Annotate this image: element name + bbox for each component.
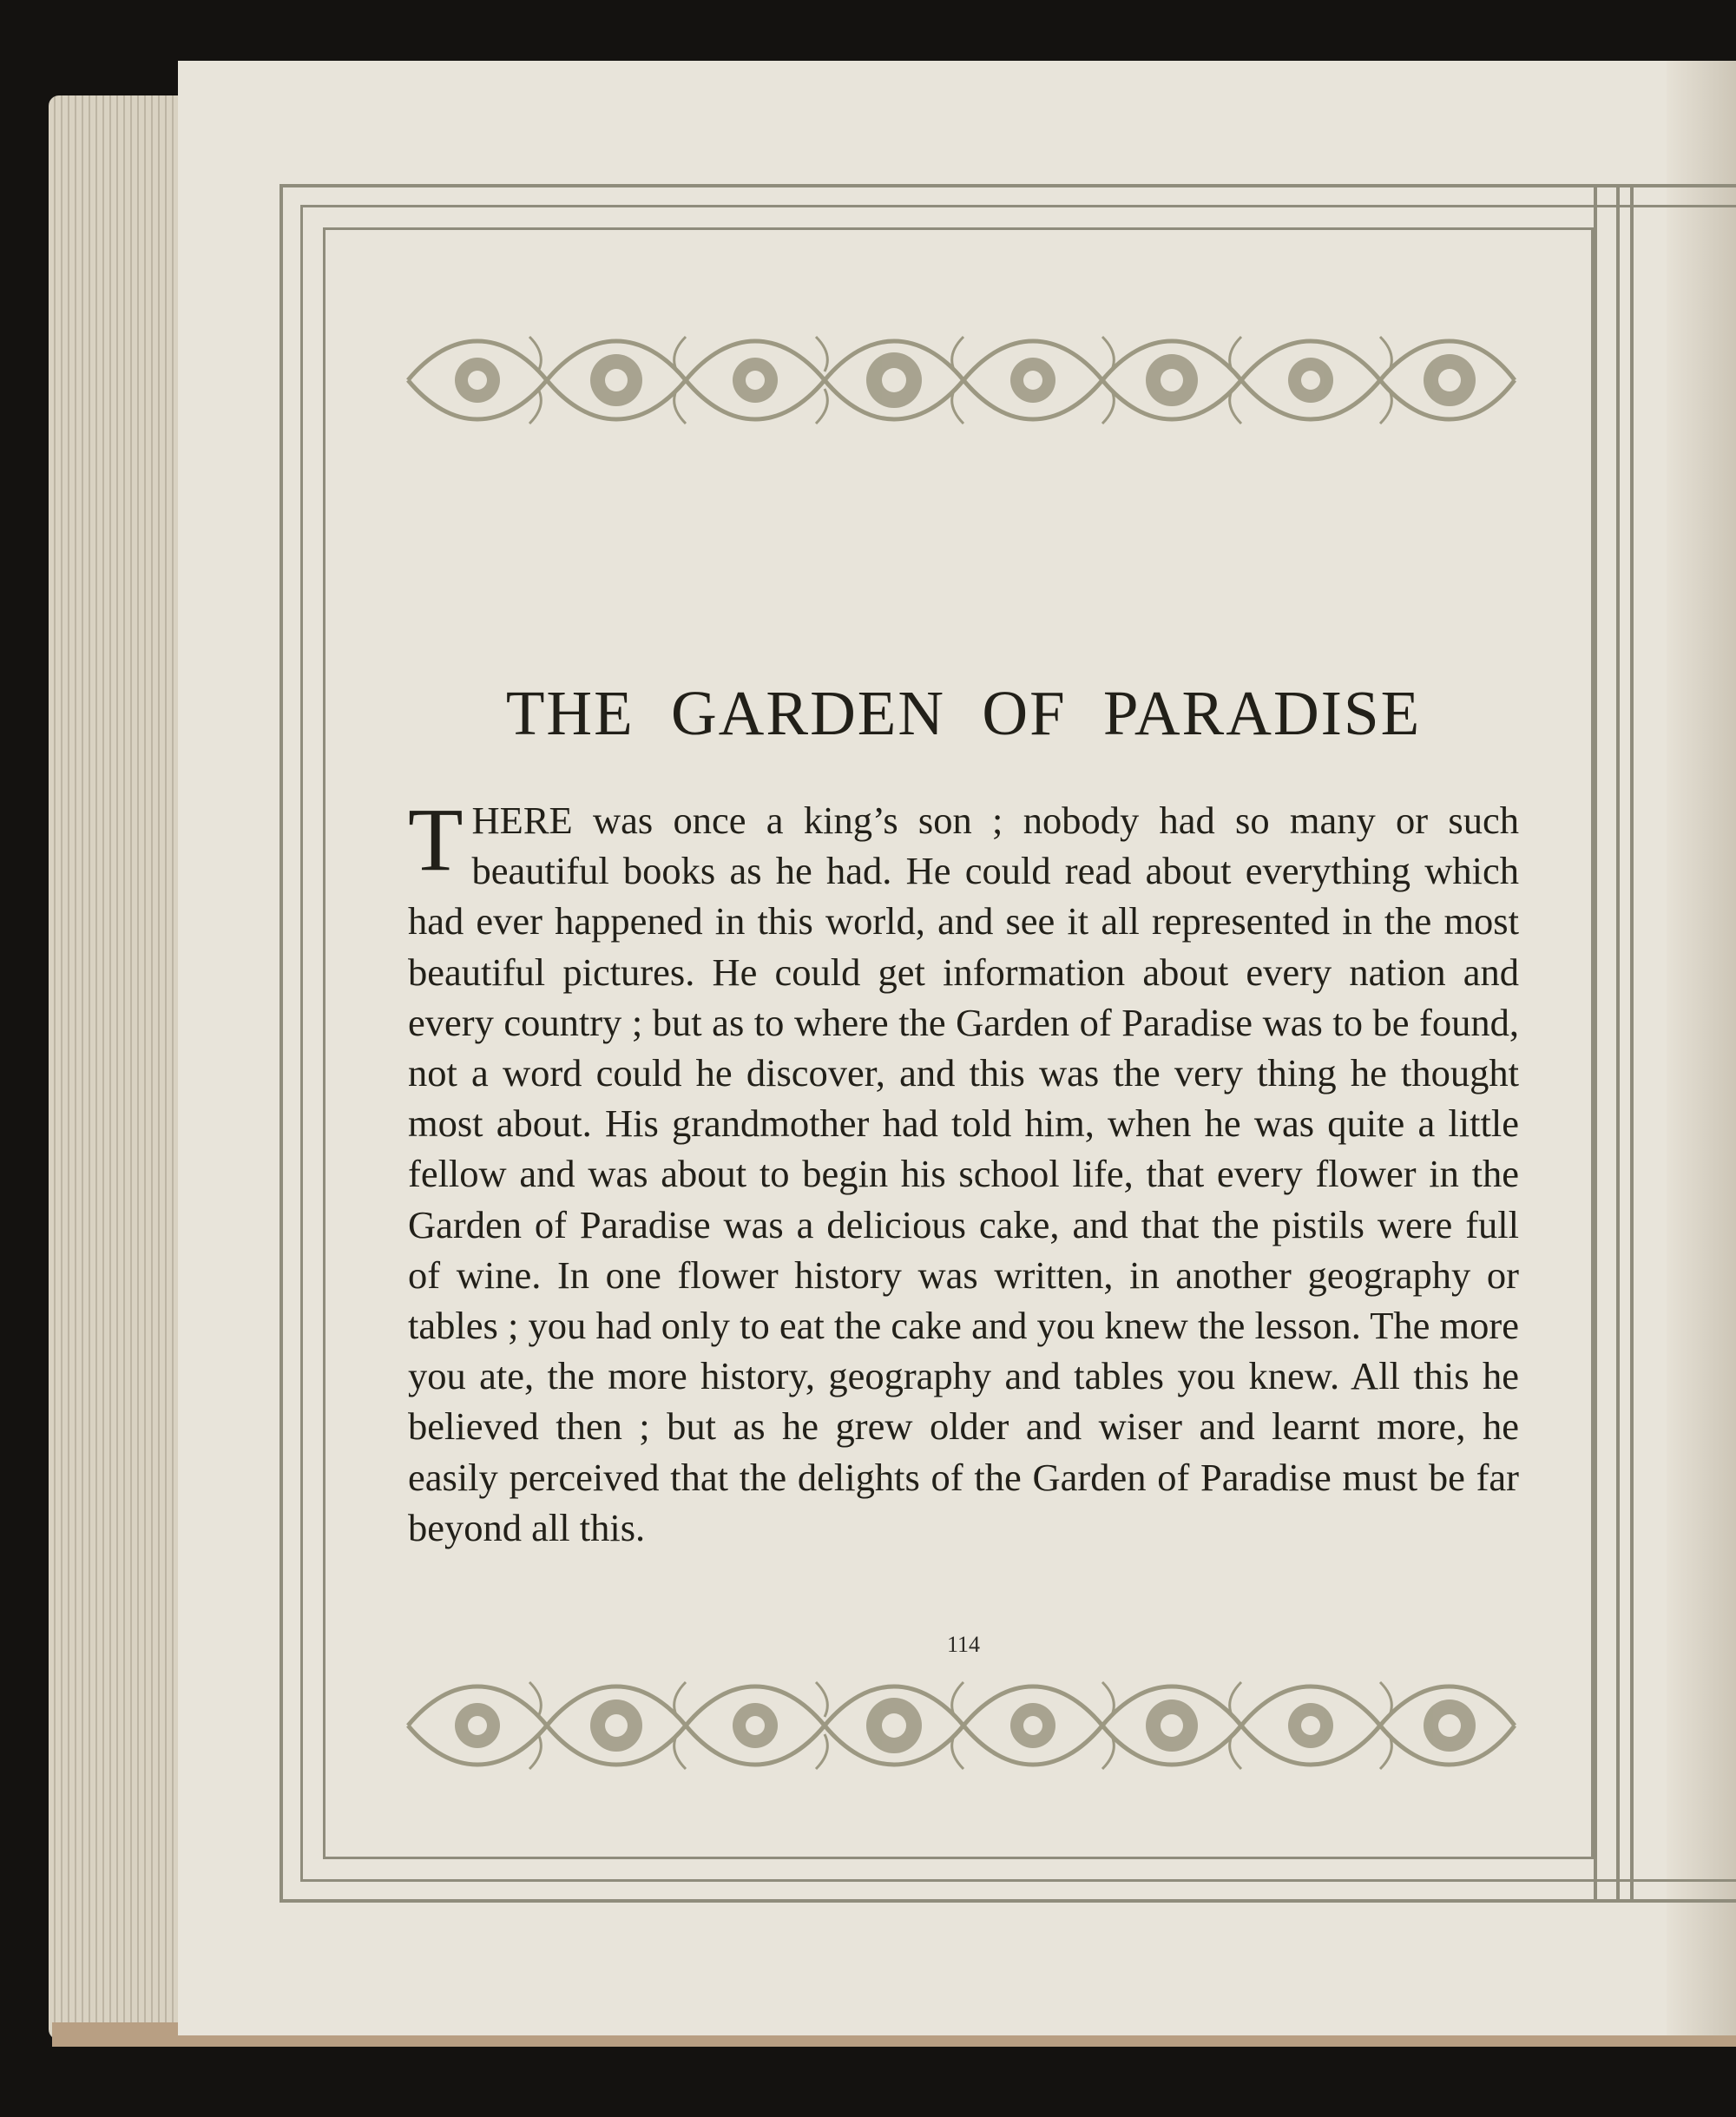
border-rule-right-1 xyxy=(1594,184,1597,1903)
book-page-edges xyxy=(49,95,187,2040)
opening-sentence: HERE was once a king’s son ; nobody had so many or such beautiful books as he had. xyxy=(471,799,1519,893)
top-floral-ornament xyxy=(399,319,1523,441)
floral-ornament-graphic xyxy=(399,319,1523,441)
text-column xyxy=(408,677,1519,1553)
page-number: 114 xyxy=(946,1632,981,1657)
body-paragraph xyxy=(408,790,1519,1553)
border-rule-right-3 xyxy=(1630,184,1634,1903)
drop-cap: T xyxy=(408,790,464,890)
floral-ornament-graphic xyxy=(399,1665,1523,1786)
border-rule-right-2 xyxy=(1616,184,1620,1903)
page-title: THE GARDEN OF PARADISE xyxy=(505,678,1422,748)
bottom-floral-ornament xyxy=(399,1665,1523,1786)
body-text: He could read about everything which had ever happened in this world, and see it all represented in the most beautiful pictures. He could get information about every nation and every country ; but as to where the Garden of Paradise was to be found, not a word could he discover, and this was the very thing he thought most about. His grandmother had told him, when he was quite a little fellow and was about to begin his school life, that every flower in the Garden of Paradise was a delicious cake, and that the pistils were full of wine. In one flower history was written, in another geography or tables ; you had only to eat the cake and you knew the lesson. The more you ate, the more history, geography and tables you knew. All this he believed then ; but as he grew older and wiser and learnt more, he easily perceived that the delights of the Garden of Paradise must be far beyond all this. xyxy=(408,849,1519,1549)
